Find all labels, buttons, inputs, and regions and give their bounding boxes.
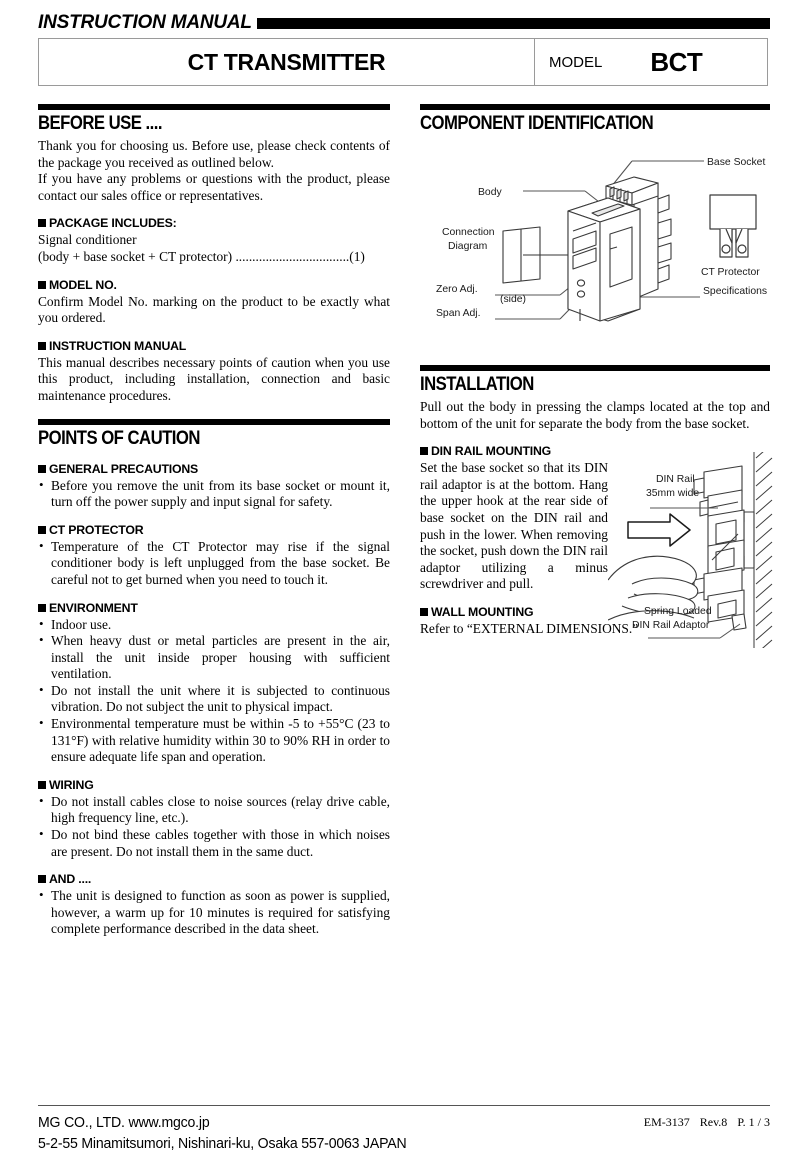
ct-protector-list: [38, 539, 390, 589]
bullet-square-icon: [38, 875, 46, 883]
general-precautions-label: GENERAL PRECAUTIONS: [49, 461, 199, 476]
din-rail-mounting-text: Set the base socket so that its DIN rail adaptor is at the bottom. Hang the upper hook at the rear side of base socket on the DIN rail and push in the lower. When removing the socket, push down the DIN rail adaptor utilizing a minus screwdriver and pull.: [420, 460, 608, 592]
before-use-title: BEFORE USE ....: [38, 113, 163, 134]
general-precautions-list: [38, 478, 390, 511]
instruction-manual-label: INSTRUCTION MANUAL: [49, 338, 187, 353]
title-box: [38, 38, 768, 86]
instruction-manual-heading: [38, 338, 390, 354]
footer-company: MG CO., LTD. www.mgco.jp: [38, 1114, 210, 1131]
list-item: • Do not bind these cables together with those in which noises are present. Do not install them in the same duct.: [38, 827, 390, 860]
model-label: MODEL: [549, 53, 603, 71]
model-cell: [535, 39, 767, 85]
wiring-list: [38, 794, 390, 860]
bullet-square-icon: [38, 465, 46, 473]
model-no-label: MODEL NO.: [49, 277, 117, 292]
general-precautions-heading: [38, 461, 390, 477]
footer-page-number: P. 1 / 3: [737, 1115, 770, 1129]
din-rail-diagram-svg: [608, 452, 774, 648]
kicker-text: INSTRUCTION MANUAL: [38, 12, 252, 33]
installation-bar: [420, 365, 770, 371]
model-no-text: Confirm Model No. marking on the product to be exactly what you ordered.: [38, 293, 390, 326]
before-use-intro-1: Thank you for choosing us. Before use, please check contents of the package you received as outlined below.: [38, 138, 390, 170]
model-no-heading: [38, 277, 390, 293]
and-label: AND ....: [49, 872, 92, 887]
list-item: • Do not install the unit where it is subjected to continuous vibration. Do not subject the unit to physical impact.: [38, 683, 390, 716]
bullet-square-icon: [420, 447, 428, 455]
component-identification-diagram: [420, 139, 770, 357]
component-identification-bar: [420, 104, 770, 110]
package-includes-heading: [38, 215, 390, 231]
bullet-square-icon: [38, 342, 46, 350]
bullet-square-icon: [38, 781, 46, 789]
diagram-label-zero-adj: Zero Adj.: [436, 284, 478, 295]
footer-company-block: [38, 1112, 406, 1154]
bullet-square-icon: [38, 281, 46, 289]
before-use-bar: [38, 104, 390, 110]
din-label-adaptor-2: DIN Rail Adaptor: [632, 620, 710, 631]
diagram-label-span-adj: Span Adj.: [436, 308, 481, 319]
installation-intro: Pull out the body in pressing the clamps located at the top and bottom of the unit for separate the body from the base socket.: [420, 399, 770, 431]
list-item: • When heavy dust or metal particles are present in the air, install the unit inside proper housing with sufficient ventilation.: [38, 633, 390, 683]
environment-label: ENVIRONMENT: [49, 600, 138, 615]
bullet-square-icon: [38, 604, 46, 612]
footer-doc-block: [644, 1112, 770, 1130]
diagram-label-body: Body: [478, 187, 502, 198]
din-rail-mounting-label: DIN RAIL MOUNTING: [431, 444, 552, 459]
points-of-caution-title: POINTS OF CAUTION: [38, 427, 200, 449]
din-label-rail-1: DIN Rail: [656, 474, 695, 485]
document-kicker: [38, 12, 770, 34]
din-label-rail-2: 35mm wide: [646, 488, 700, 499]
environment-list: [38, 617, 390, 766]
footer-doc-no: EM-3137: [643, 1115, 690, 1129]
bullet-square-icon: [420, 608, 428, 616]
wall-mounting-label: WALL MOUNTING: [431, 604, 534, 619]
diagram-label-connection-diagram-1: Connection: [442, 227, 495, 238]
din-rail-mounting-diagram: [608, 452, 774, 648]
bullet-square-icon: [38, 526, 46, 534]
list-item: • Indoor use.: [38, 617, 390, 634]
component-diagram-svg: [420, 139, 770, 357]
environment-heading: [38, 600, 390, 616]
before-use-intro-2: If you have any problems or questions with the product, please contact our sales office or representatives.: [38, 171, 390, 203]
ct-protector-heading: [38, 522, 390, 538]
and-heading: [38, 871, 390, 887]
model-value: BCT: [650, 46, 703, 77]
list-item: • Environmental temperature must be within -5 to +55°C (23 to 131°F) with relative humidity within 30 to 90% RH in order to ensure adequate life span and operation.: [38, 716, 390, 766]
package-line-2: (body + base socket + CT protector) ..................................(1): [38, 248, 365, 264]
package-line-1: Signal conditioner: [38, 232, 137, 248]
din-label-adaptor-1: Spring Loaded: [644, 606, 712, 617]
wall-mounting-text: Refer to “EXTERNAL DIMENSIONS.”: [420, 620, 639, 636]
diagram-label-ct-protector: CT Protector: [701, 267, 760, 278]
footer-address: 5-2-55 Minamitsumori, Nishinari-ku, Osaka 557-0063 JAPAN: [38, 1135, 407, 1152]
diagram-label-side: (side): [500, 294, 526, 305]
footer-divider: [38, 1105, 770, 1106]
list-item: • The unit is designed to function as soon as power is supplied, however, a warm up for 10 minutes is required for satisfying complete performance described in the data sheet.: [38, 888, 390, 938]
package-includes-label: PACKAGE INCLUDES:: [49, 216, 177, 231]
footer-revision: Rev.8: [699, 1115, 728, 1129]
diagram-label-connection-diagram-2: Diagram: [448, 241, 488, 252]
list-item: • Do not install cables close to noise sources (relay drive cable, high frequency line, etc.).: [38, 794, 390, 827]
list-item: • Temperature of the CT Protector may rise if the signal conditioner body is left unplugged from the base socket. Be careful not to get burned when you need to touch it.: [38, 539, 390, 589]
and-list: [38, 888, 390, 938]
points-of-caution-bar: [38, 419, 390, 425]
left-column: [38, 104, 390, 938]
installation-title: INSTALLATION: [420, 374, 534, 395]
kicker-rule: [257, 18, 770, 29]
product-title-cell: [39, 39, 535, 85]
wiring-label: WIRING: [49, 777, 94, 792]
instruction-manual-text: This manual describes necessary points of caution when you use this product, including installation, connection and basic maintenance procedures.: [38, 354, 390, 403]
page-title: CT TRANSMITTER: [187, 48, 386, 75]
ct-protector-label: CT PROTECTOR: [49, 522, 144, 537]
wiring-heading: [38, 777, 390, 793]
diagram-label-specifications: Specifications: [703, 286, 768, 297]
diagram-label-base-socket: Base Socket: [707, 157, 766, 168]
page-footer: [38, 1112, 770, 1154]
list-item: • Before you remove the unit from its base socket or mount it, turn off the power supply and input signal for safety.: [38, 478, 390, 511]
bullet-square-icon: [38, 219, 46, 227]
component-identification-title: COMPONENT IDENTIFICATION: [420, 113, 654, 134]
